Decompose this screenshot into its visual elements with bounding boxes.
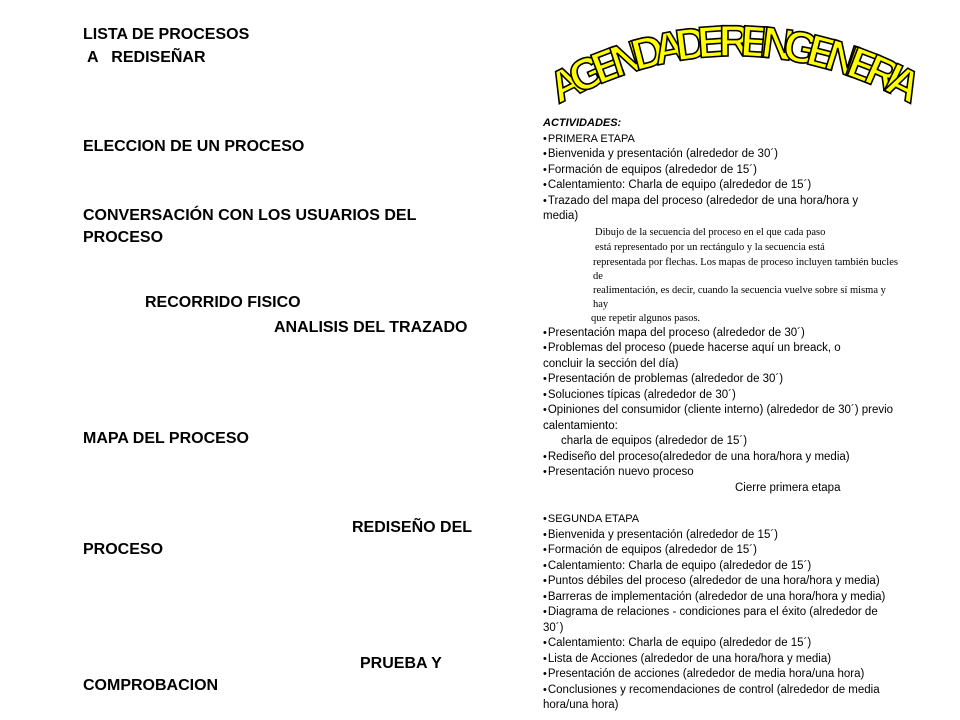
rediseno-line1: REDISEÑO DEL	[352, 519, 473, 536]
mapa-proceso: MAPA DEL PROCESO	[83, 430, 249, 447]
list-item: • Formación de equipos (alrededor de 15´)	[543, 163, 953, 179]
segunda-etapa-heading: • SEGUNDA ETAPA	[543, 512, 953, 528]
primera-etapa-heading: • PRIMERA ETAPA	[543, 132, 953, 148]
note-line: hay	[593, 298, 609, 310]
list-item: • Formación de equipos (alrededor de 15´)	[543, 543, 953, 559]
actividades-heading: ACTIVIDADES:	[543, 117, 622, 129]
rediseno-line2: PROCESO	[83, 541, 164, 558]
list-item: • Problemas del proceso (puede hacerse aquí un breack, o	[543, 341, 953, 357]
note-line: está representado por un rectángulo y la secuencia está	[595, 241, 825, 253]
note-line: Dibujo de la secuencia del proceso en el que cada paso	[595, 226, 826, 238]
list-item: • Diagrama de relaciones - condiciones para el éxito (alrededor de	[543, 605, 953, 621]
eleccion-proceso: ELECCION DE UN PROCESO	[83, 138, 305, 155]
list-item: • Puntos débiles del proceso (alrededor de una hora/hora y media)	[543, 574, 953, 590]
list-item-cont: concluir la sección del día)	[543, 357, 679, 370]
list-item: • Calentamiento: Charla de equipo (alrededor de 15´)	[543, 559, 953, 575]
note-line: representada por flechas. Los mapas de proceso incluyen también bucles	[593, 256, 898, 268]
banner-title: AGENDA DE REINGENIERIA	[540, 16, 930, 114]
list-item-cont: calentamiento:	[543, 419, 618, 432]
lista-procesos-line2: A REDISEÑAR	[87, 49, 206, 66]
list-item: • Bienvenida y presentación (alrededor de 15´)	[543, 528, 953, 544]
prueba-line1: PRUEBA Y	[360, 655, 442, 672]
analisis-trazado: ANALISIS DEL TRAZADO	[274, 319, 468, 336]
list-item-cont: media)	[543, 210, 579, 222]
list-item-cont: charla de equipos (alrededor de 15´)	[561, 435, 748, 447]
prueba-line2: COMPROBACION	[83, 677, 219, 694]
list-item: • Presentación de acciones (alrededor de media hora/una hora)	[543, 667, 953, 683]
list-item-cont: 30´)	[543, 621, 564, 634]
agenda-activities-list	[543, 116, 953, 714]
list-item: • Presentación nuevo proceso	[543, 465, 953, 481]
list-item-cont: hora/una hora)	[543, 699, 619, 711]
note-line: que repetir algunos pasos.	[591, 312, 701, 324]
list-item: • Calentamiento: Charla de equipo (alrededor de 15´)	[543, 178, 953, 194]
lista-procesos-line1: LISTA DE PROCESOS	[83, 26, 250, 43]
conversacion-line1: CONVERSACIÓN CON LOS USUARIOS DEL	[83, 207, 417, 224]
list-item: • Trazado del mapa del proceso (alrededor de una hora/hora y	[543, 194, 953, 210]
list-item: • Barreras de implementación (alrededor de una hora/hora y media)	[543, 590, 953, 606]
list-item: • Bienvenida y presentación (alrededor de 30´)	[543, 147, 953, 163]
note-line: realimentación, es decir, cuando la secuencia vuelve sobre sí misma y	[593, 284, 886, 296]
list-item: • Conclusiones y recomendaciones de control (alrededor de media	[543, 683, 953, 699]
list-item: • Lista de Acciones (alrededor de una hora/hora y media)	[543, 652, 953, 668]
list-item: • Presentación mapa del proceso (alrededor de 30´)	[543, 326, 953, 342]
list-item: • Opiniones del consumidor (cliente interno) (alrededor de 30´) previo	[543, 403, 953, 419]
note-line: de	[593, 270, 603, 282]
list-item: • Calentamiento: Charla de equipo (alrededor de 15´)	[543, 636, 953, 652]
agenda-reingenieria-banner	[540, 12, 930, 114]
list-item: • Rediseño del proceso(alrededor de una hora/hora y media)	[543, 450, 953, 466]
cierre-primera-etapa: Cierre primera etapa	[735, 481, 841, 494]
recorrido-fisico: RECORRIDO FISICO	[145, 294, 301, 311]
list-item: • Presentación de problemas (alrededor de 30´)	[543, 372, 953, 388]
conversacion-line2: PROCESO	[83, 229, 164, 246]
list-item: • Soluciones típicas (alrededor de 30´)	[543, 388, 953, 404]
